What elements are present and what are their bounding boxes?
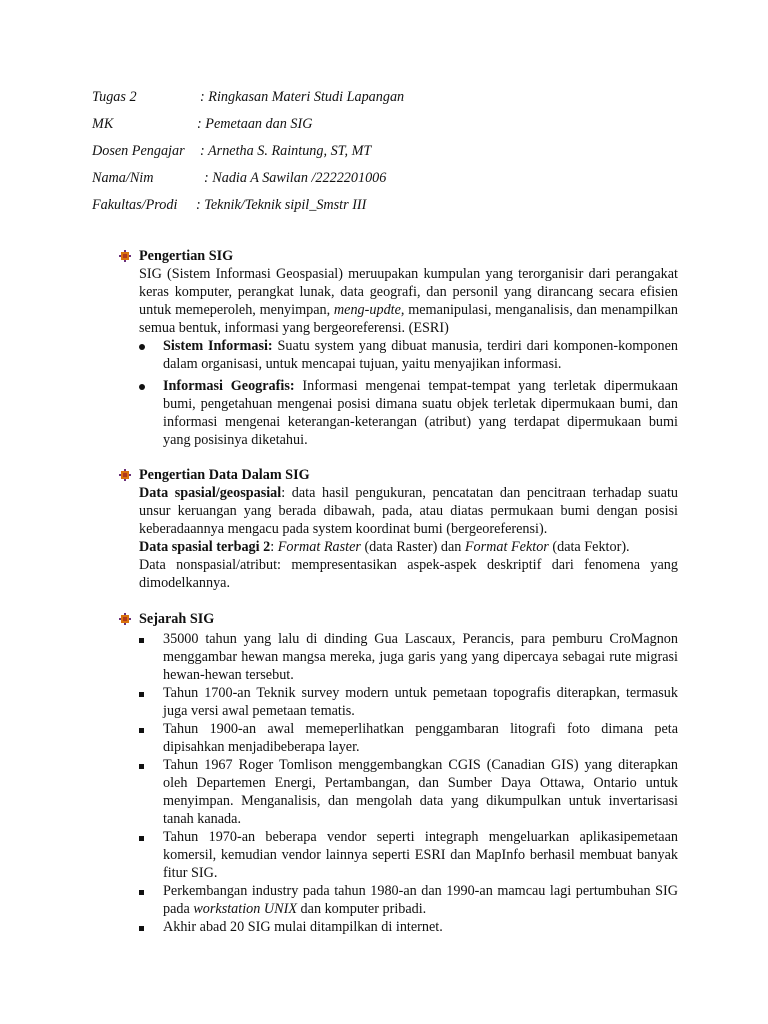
paragraph-text: : data hasil pengukuran, pencatatan dan pencitraan terhadap suatu unsur keruangan yang berada dibawah, pada, atau diatas permukaan bumi dengan posisi keberadaannya mengacu pada system koordinat bumi (bergeoreferensi).	[139, 485, 679, 537]
item-text: 35000 tahun yang lalu di dinding Gua Lascaux, Perancis, para pemburu CroMagnon menggambar hewan mangsa mereka, juga garis yang yang dipercaya sebagai rute migrasi hewan-hewan tersebut.	[163, 631, 678, 683]
square-bullet-icon	[139, 720, 144, 738]
header-label: Nama/Nim	[92, 170, 154, 186]
header-value: : Teknik/Teknik sipil_Smstr III	[196, 197, 367, 213]
header-label: Tugas 2	[92, 89, 137, 105]
list-item	[118, 684, 678, 720]
section-title: Pengertian Data Dalam SIG	[139, 467, 310, 483]
header-value: : Ringkasan Materi Studi Lapangan	[200, 89, 405, 105]
document-header	[92, 88, 405, 223]
section-heading	[118, 466, 678, 484]
list-item	[118, 377, 678, 449]
item-text: Suatu system yang dibuat manusia, terdiri dari komponen-komponen dalam organisasi, untuk mencapai tujuan, yaitu menyajikan informasi.	[163, 338, 678, 372]
item-text: dan komputer pribadi.	[297, 901, 427, 917]
item-text: Akhir abad 20 SIG mulai ditampilkan di internet.	[163, 919, 443, 935]
header-label: MK	[92, 116, 114, 132]
pushpin-bullet-icon	[118, 468, 132, 482]
list-item	[118, 337, 678, 373]
list-item	[118, 828, 678, 882]
square-bullet-icon	[139, 828, 144, 846]
section-title: Sejarah SIG	[139, 611, 215, 627]
item-term: Sistem Informasi:	[163, 338, 273, 354]
item-text: Tahun 1700-an Teknik survey modern untuk pemetaan topografis diterapkan, termasuk juga versi awal pemetaan tematis.	[163, 685, 678, 719]
item-text: Tahun 1967 Roger Tomlison menggembangkan CGIS (Canadian GIS) yang diterapkan oleh Departemen Energi, Pertambangan, dan Sumber Daya Ottawa, Ontario untuk menyimpan. Menganalisis, dan mengolah data yang dikumpulkan untuk invertarisasi tanah kanada.	[163, 757, 678, 827]
section-paragraph	[139, 484, 678, 538]
item-text: Tahun 1900-an awal memeperlihatkan penggambaran litografi foto dimana peta dipisahkan menjadibeberapa layer.	[163, 721, 678, 755]
paragraph-text: :	[270, 539, 278, 555]
square-bullet-icon	[139, 918, 144, 936]
bullet-icon	[139, 377, 145, 395]
list-item	[118, 630, 678, 684]
paragraph-emphasis: Format Fektor	[464, 539, 549, 555]
header-label: Fakultas/Prodi	[92, 197, 178, 213]
item-term: Informasi Geografis:	[163, 378, 295, 394]
square-bullet-icon	[139, 684, 144, 702]
paragraph-text: (data Fektor).	[548, 539, 630, 555]
section-heading	[118, 247, 678, 265]
header-label: Dosen Pengajar	[92, 143, 185, 159]
header-value: : Pemetaan dan SIG	[197, 116, 313, 132]
header-row-nama	[92, 169, 387, 196]
section-paragraph	[139, 265, 678, 337]
paragraph-text: (data Raster) dan	[360, 539, 465, 555]
pushpin-bullet-icon	[118, 249, 132, 263]
paragraph-text: SIG (Sistem Informasi Geospasial) meruupakan kumpulan yang terorganisir dari perangakat keras komputer, perangkat lunak, data geografi, dan personil yang dirancang secara efisien untuk memeperoleh, menyimpan,	[139, 266, 678, 318]
list-item	[118, 918, 678, 936]
item-text: Informasi mengenai tempat-tempat yang terletak dipermukaan bumi, pengetahuan mengenai posisi dimana suatu objek terletak dipermukaan bumi, dan informasi mengenai keterangan-keterangan (atribut) yang terdapat dipermukaan bumi yang posisinya diketahui.	[163, 378, 678, 448]
section-body	[139, 484, 678, 592]
list-item	[118, 756, 678, 828]
definition-list	[118, 337, 678, 449]
section-paragraph	[139, 538, 678, 556]
header-row-fakultas	[92, 196, 367, 223]
section-body	[139, 265, 678, 449]
history-list	[118, 630, 678, 936]
header-row-mk	[92, 115, 313, 142]
paragraph-term: Data spasial/geospasial	[139, 485, 282, 501]
section-heading	[118, 610, 678, 628]
square-bullet-icon	[139, 882, 144, 900]
paragraph-emphasis: meng-updte	[333, 302, 401, 318]
bullet-icon	[139, 337, 145, 355]
paragraph-text: , memanipulasi, menganalisis, dan menampilkan semua bentuk, informasi yang bergeoreferensi. (ESRI)	[139, 302, 678, 336]
item-text: Tahun 1970-an beberapa vendor seperti integraph mengeluarkan aplikasipemetaan komersil, kemudian vendor lainnya seperti ESRI dan MapInfo berhasil membuat banyak fitur SIG.	[163, 829, 678, 881]
section-pengertian-sig	[118, 247, 678, 453]
section-sejarah-sig	[118, 610, 678, 936]
item-text: Perkembangan industry pada tahun 1980-an dan 1990-an mamcau lagi pertumbuhan SIG pada	[163, 883, 678, 917]
paragraph-emphasis: Format Raster	[277, 539, 361, 555]
square-bullet-icon	[139, 756, 144, 774]
section-title: Pengertian SIG	[139, 248, 234, 264]
header-row-tugas	[92, 88, 405, 115]
section-paragraph: Data nonspasial/atribut: mempresentasikan aspek-aspek deskriptif dari fenomena yang dimodelkannya.	[139, 557, 678, 591]
list-item	[118, 882, 678, 918]
item-emphasis: workstation UNIX	[193, 901, 297, 917]
square-bullet-icon	[139, 630, 144, 648]
list-item	[118, 720, 678, 756]
section-pengertian-data	[118, 466, 678, 592]
header-value: : Nadia A Sawilan /2222201006	[204, 170, 387, 186]
pushpin-bullet-icon	[118, 612, 132, 626]
header-row-dosen	[92, 142, 372, 169]
header-value: : Arnetha S. Raintung, ST, MT	[200, 143, 372, 159]
paragraph-term: Data spasial terbagi 2	[139, 539, 271, 555]
